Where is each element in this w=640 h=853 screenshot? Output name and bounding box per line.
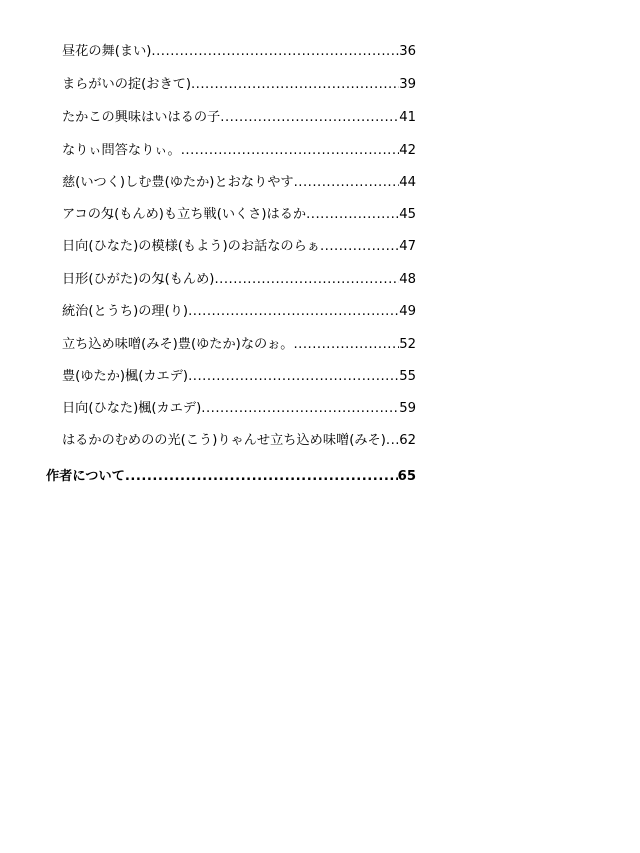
- toc-entry[interactable]: [62, 367, 416, 387]
- toc-entry-title: まらがいの掟(おきて): [62, 77, 191, 92]
- toc-entry-page: 62: [399, 433, 416, 448]
- toc-entry[interactable]: [62, 302, 416, 322]
- toc-entry-title: 統治(とうち)の理(り): [62, 304, 189, 319]
- toc-entry-page: 39: [399, 77, 416, 92]
- dot-leader: [293, 335, 399, 355]
- toc-entry-page: 42: [399, 143, 416, 158]
- dot-leader: [294, 173, 400, 193]
- dot-leader: [306, 205, 399, 225]
- dot-leader: [220, 108, 399, 128]
- toc-entry-title: 作者について: [46, 469, 125, 484]
- toc-entry[interactable]: [62, 173, 416, 193]
- toc-entry-title: 日向(ひなた)の模様(もよう)のお話なのらぁ: [62, 239, 320, 254]
- toc-entry-title: たかこの興味はいはるの子: [62, 110, 221, 125]
- dot-leader: [214, 270, 399, 290]
- toc-entry[interactable]: [62, 237, 416, 257]
- toc-entry-title: 昼花の舞(まい): [62, 44, 152, 59]
- toc-entry[interactable]: [62, 270, 416, 290]
- toc-entry-page: 45: [399, 207, 416, 222]
- toc-entry-page: 52: [399, 337, 416, 352]
- toc-entry[interactable]: [62, 75, 416, 95]
- dot-leader: [125, 467, 398, 487]
- toc-entry-title: 日形(ひがた)の匁(もんめ): [62, 272, 215, 287]
- toc-entry-page: 65: [397, 469, 416, 484]
- toc-entry-page: 49: [399, 304, 416, 319]
- toc-entry-afterword[interactable]: [46, 467, 416, 487]
- toc-entry[interactable]: [62, 431, 416, 451]
- toc-entry-title: 豊(ゆたか)楓(カエデ): [62, 369, 189, 384]
- toc-entry-title: なりぃ問答なりぃ。: [62, 143, 181, 158]
- toc-entry-page: 44: [399, 175, 416, 190]
- dot-leader: [320, 237, 399, 257]
- dot-leader: [151, 42, 399, 62]
- toc-entry-page: 47: [399, 239, 416, 254]
- toc-entry-title: 慈(いつく)しむ豊(ゆたか)とおなりやす: [62, 175, 294, 190]
- toc-entry-page: 48: [399, 272, 416, 287]
- toc-entry[interactable]: [62, 399, 416, 419]
- toc-entry[interactable]: [62, 141, 416, 161]
- dot-leader: [181, 141, 400, 161]
- toc-entry-page: 41: [399, 110, 416, 125]
- toc-entry-title: 日向(ひなた)楓(カエデ): [62, 401, 202, 416]
- dot-leader: [386, 431, 399, 451]
- dot-leader: [201, 399, 399, 419]
- toc-entry-page: 36: [399, 44, 416, 59]
- dot-leader: [188, 367, 399, 387]
- toc-entry-title: はるかのむめのの光(こう)りゃんせ立ち込め味噌(みそ): [62, 433, 386, 448]
- toc-entry[interactable]: [62, 42, 416, 62]
- toc-entry[interactable]: [62, 108, 416, 128]
- toc-entry-title: 立ち込め味噌(みそ)豊(ゆたか)なのぉ。: [62, 337, 294, 352]
- dot-leader: [188, 302, 399, 322]
- toc-entry-page: 55: [399, 369, 416, 384]
- dot-leader: [191, 75, 399, 95]
- toc-entry[interactable]: [62, 335, 416, 355]
- toc-entry[interactable]: [62, 205, 416, 225]
- toc-entry-page: 59: [399, 401, 416, 416]
- toc-entry-title: アコの匁(もんめ)も立ち戦(いくさ)はるか: [62, 207, 307, 222]
